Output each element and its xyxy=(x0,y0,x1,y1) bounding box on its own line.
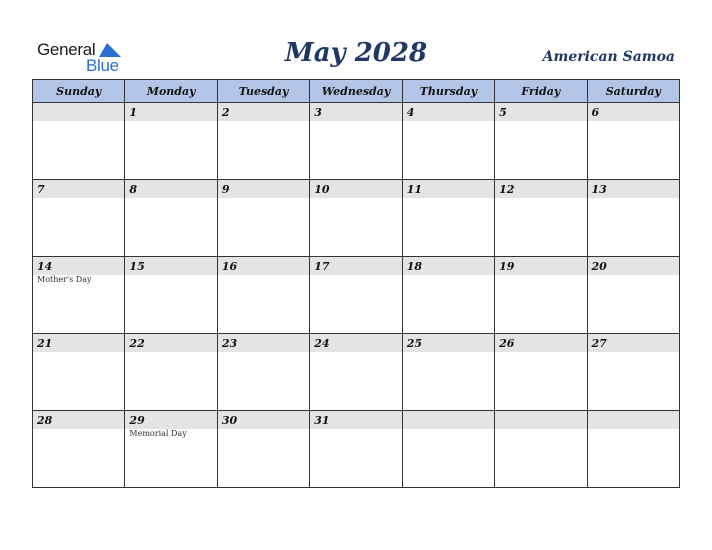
day-cell xyxy=(587,103,679,180)
day-header-band xyxy=(125,257,216,275)
day-cell xyxy=(217,334,309,411)
day-header-band xyxy=(310,257,401,275)
day-header-band xyxy=(33,411,124,429)
day-number: 26 xyxy=(499,337,515,350)
day-number: 22 xyxy=(129,337,145,350)
day-number: 16 xyxy=(221,260,238,273)
day-cell xyxy=(33,180,125,257)
day-number: 18 xyxy=(406,260,422,273)
day-cell xyxy=(402,180,494,257)
day-header-band xyxy=(33,180,124,198)
week-row xyxy=(33,334,680,411)
weekday-header: Saturday xyxy=(587,80,679,103)
day-header-band xyxy=(33,103,124,121)
day-header-band xyxy=(125,180,216,198)
day-cell xyxy=(125,411,217,488)
day-cell xyxy=(402,103,494,180)
day-header-band xyxy=(125,334,216,352)
day-cell xyxy=(33,411,125,488)
day-number: 1 xyxy=(129,106,138,119)
day-cell xyxy=(495,411,587,488)
day-number: 30 xyxy=(221,414,238,427)
day-cell xyxy=(125,334,217,411)
day-cell xyxy=(217,411,309,488)
day-header-band xyxy=(495,411,586,429)
day-number: 14 xyxy=(37,260,53,273)
day-number: 24 xyxy=(314,337,330,350)
day-number: 15 xyxy=(129,260,145,273)
day-cell xyxy=(310,411,402,488)
week-row xyxy=(33,180,680,257)
day-cell xyxy=(310,334,402,411)
day-number: 4 xyxy=(406,106,415,119)
day-cell xyxy=(33,103,125,180)
day-number: 17 xyxy=(314,260,330,273)
day-cell xyxy=(587,257,679,334)
day-number: 20 xyxy=(591,260,607,273)
day-header-band xyxy=(403,411,494,429)
day-cell xyxy=(495,257,587,334)
week-row xyxy=(33,103,680,180)
day-header-band xyxy=(403,103,494,121)
day-cell xyxy=(587,411,679,488)
day-cell xyxy=(310,103,402,180)
weekday-header-row xyxy=(33,80,680,103)
holiday-label: Memorial Day xyxy=(129,429,187,438)
day-cell xyxy=(310,180,402,257)
day-cell xyxy=(587,334,679,411)
week-row xyxy=(33,411,680,488)
day-cell xyxy=(402,334,494,411)
day-header-band xyxy=(218,103,309,121)
day-header-band xyxy=(218,334,309,352)
day-number: 28 xyxy=(37,414,53,427)
day-cell xyxy=(495,103,587,180)
day-header-band xyxy=(125,103,216,121)
day-header-band xyxy=(495,103,586,121)
day-number: 11 xyxy=(406,183,422,196)
day-cell xyxy=(125,257,217,334)
week-row xyxy=(33,257,680,334)
day-number: 9 xyxy=(221,183,230,196)
day-number: 5 xyxy=(499,106,507,119)
day-header-band xyxy=(588,180,679,198)
day-cell xyxy=(495,334,587,411)
day-header-band xyxy=(403,180,494,198)
day-number: 12 xyxy=(499,183,515,196)
day-cell xyxy=(217,180,309,257)
holiday-label: Mother's Day xyxy=(37,275,92,284)
day-header-band xyxy=(588,411,679,429)
day-number: 31 xyxy=(314,414,330,427)
day-number: 3 xyxy=(314,106,322,119)
day-number: 19 xyxy=(499,260,515,273)
weekday-header: Sunday xyxy=(33,80,125,103)
calendar-grid xyxy=(32,79,680,488)
day-cell xyxy=(217,103,309,180)
logo-text-general: General xyxy=(37,40,96,59)
day-header-band xyxy=(403,257,494,275)
calendar-region: American Samoa xyxy=(542,49,675,65)
day-number: 21 xyxy=(37,337,53,350)
day-header-band xyxy=(33,334,124,352)
day-cell xyxy=(495,180,587,257)
day-cell xyxy=(402,411,494,488)
day-header-band xyxy=(310,334,401,352)
day-cell xyxy=(217,257,309,334)
day-header-band xyxy=(495,334,586,352)
weekday-header: Thursday xyxy=(402,80,494,103)
day-header-band xyxy=(218,411,309,429)
day-header-band xyxy=(218,257,309,275)
day-cell xyxy=(33,334,125,411)
day-number: 7 xyxy=(37,183,45,196)
day-number: 8 xyxy=(129,183,138,196)
day-number: 10 xyxy=(314,183,330,196)
day-header-band xyxy=(495,257,586,275)
day-cell xyxy=(402,257,494,334)
day-number: 27 xyxy=(591,337,607,350)
weekday-header: Tuesday xyxy=(217,80,309,103)
day-header-band xyxy=(588,257,679,275)
day-header-band xyxy=(125,411,216,429)
logo-text-blue: Blue xyxy=(86,56,119,75)
day-cell xyxy=(587,180,679,257)
day-header-band xyxy=(33,257,124,275)
day-number: 23 xyxy=(221,337,238,350)
weekday-header: Monday xyxy=(125,80,217,103)
weekday-header: Wednesday xyxy=(310,80,402,103)
day-header-band xyxy=(588,334,679,352)
day-header-band xyxy=(310,411,401,429)
day-header-band xyxy=(495,180,586,198)
day-cell xyxy=(125,103,217,180)
day-number: 13 xyxy=(591,183,607,196)
day-cell xyxy=(33,257,125,334)
day-header-band xyxy=(218,180,309,198)
day-header-band xyxy=(310,180,401,198)
day-cell xyxy=(125,180,217,257)
day-number: 29 xyxy=(129,414,145,427)
day-number: 6 xyxy=(591,106,600,119)
day-header-band xyxy=(310,103,401,121)
weekday-header: Friday xyxy=(495,80,587,103)
day-header-band xyxy=(588,103,679,121)
calendar-title: May 2028 xyxy=(284,38,428,68)
day-header-band xyxy=(403,334,494,352)
day-number: 2 xyxy=(221,106,230,119)
day-cell xyxy=(310,257,402,334)
day-number: 25 xyxy=(406,337,422,350)
